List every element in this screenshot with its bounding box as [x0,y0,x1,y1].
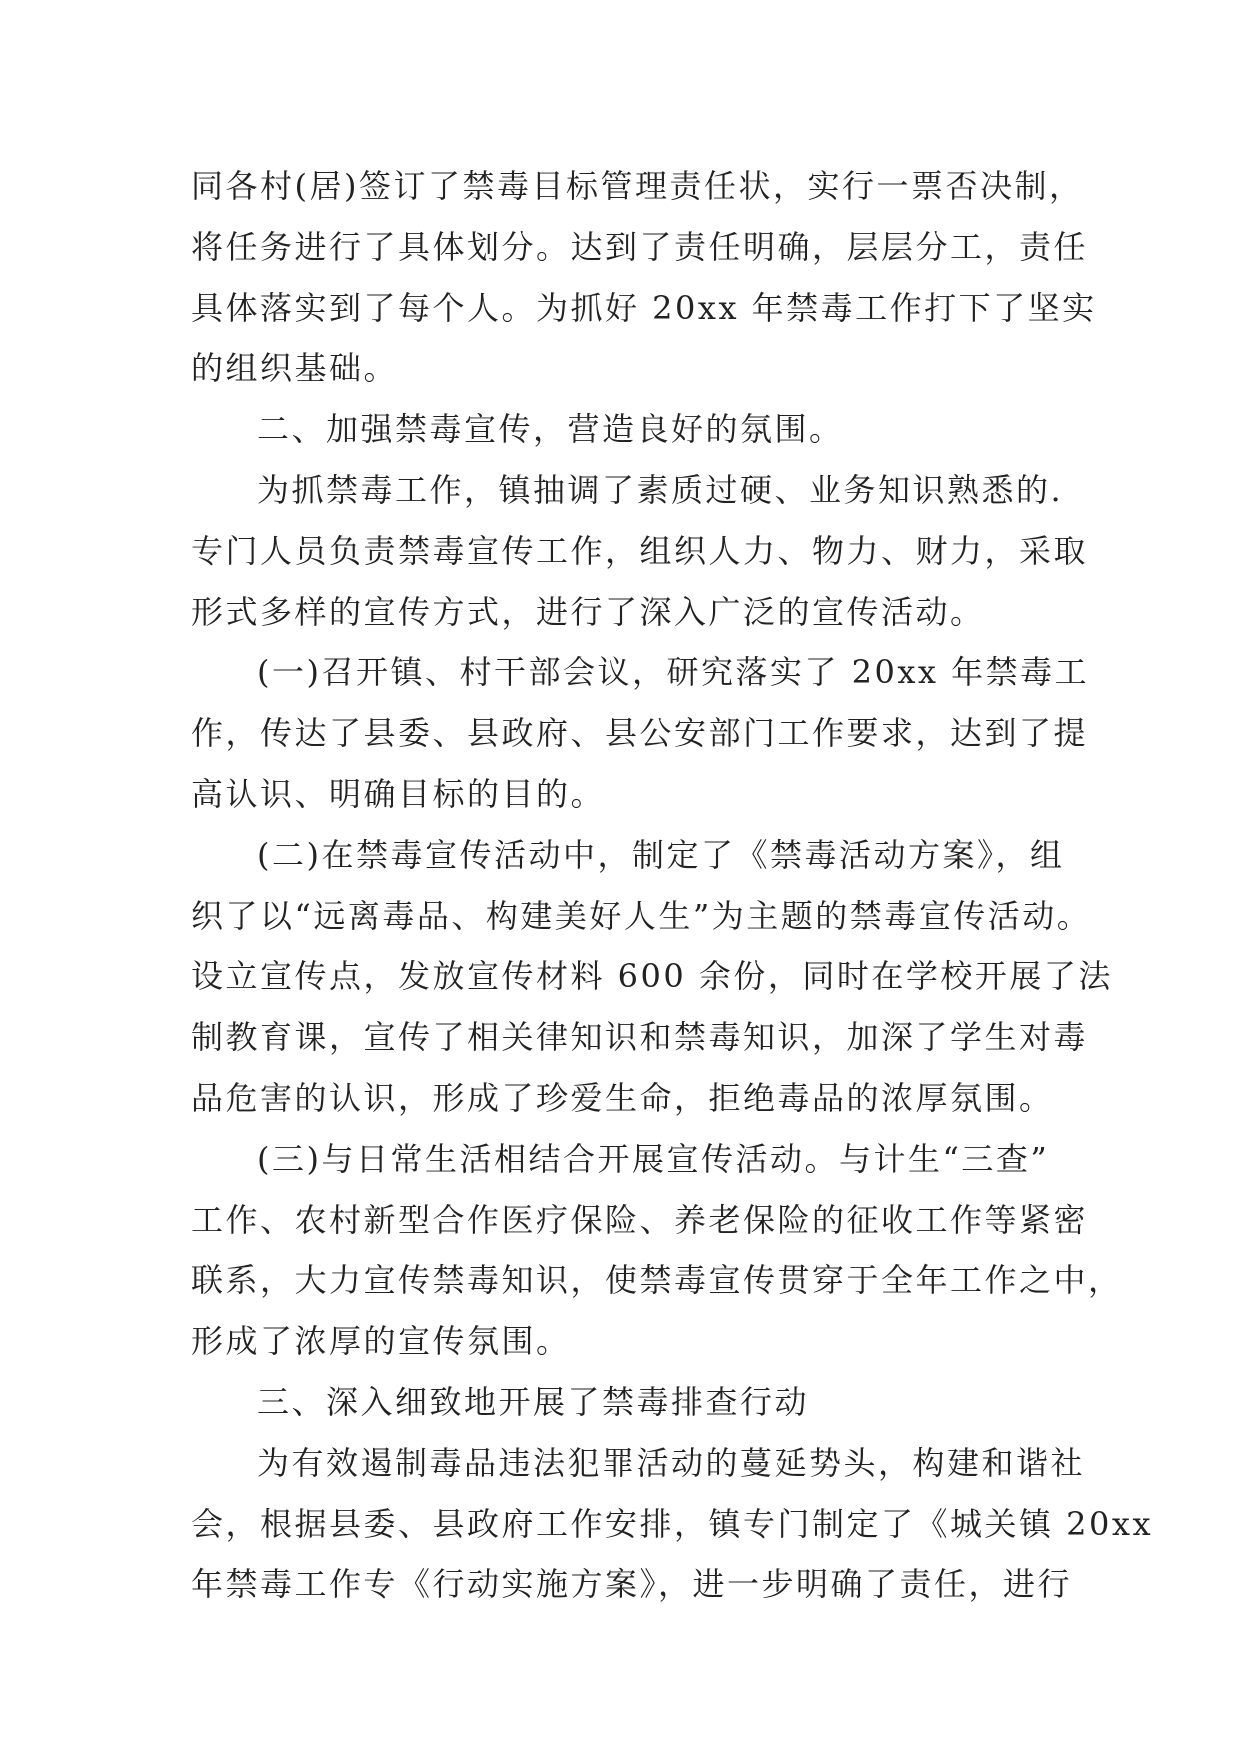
paragraph-line: 工作、农村新型合作医疗保险、养老保险的征收工作等紧密 [191,1200,1089,1239]
paragraph-line: 为抓禁毒工作，镇抽调了素质过硬、业务知识熟悉的. [257,470,1064,509]
paragraph-line: 联系，大力宣传禁毒知识，使禁毒宣传贯穿于全年工作之中， [191,1261,1123,1300]
section-heading-2: 二、加强禁毒宣传，营造良好的氛围。 [257,410,844,449]
paragraph-line: 制教育课，宣传了相关律知识和禁毒知识，加深了学生对毒 [191,1018,1089,1057]
paragraph-line: 品危害的认识，形成了珍爱生命，拒绝毒品的浓厚氛围。 [191,1078,1054,1117]
paragraph-line: 会，根据县委、县政府工作安排，镇专门制定了《城关镇 20xx [191,1504,1153,1543]
paragraph-line: 设立宣传点，发放宣传材料 600 余份，同时在学校开展了法 [191,957,1113,996]
paragraph-line: 将任务进行了具体划分。达到了责任明确，层层分工，责任 [191,227,1089,266]
paragraph-line: 形成了浓厚的宣传氛围。 [191,1322,571,1361]
section-heading-3: 三、深入细致地开展了禁毒排查行动 [257,1382,810,1421]
paragraph-line: 形式多样的宣传方式，进行了深入广泛的宣传活动。 [191,592,985,631]
paragraph-line: 同各村(居)签订了禁毒目标管理责任状，实行一票否决制， [191,167,1084,205]
paragraph-line: 为有效遏制毒品违法犯罪活动的蔓延势头，构建和谐社 [257,1443,1086,1482]
paragraph-line: 年禁毒工作专《行动实施方案》，进一步明确了责任，进行 [191,1565,1073,1604]
paragraph-line: 的组织基础。 [191,349,399,388]
paragraph-line: 织了以“远离毒品、构建美好人生”为主题的禁毒宣传活动。 [191,896,1092,935]
paragraph-line: 作，传达了县委、县政府、县公安部门工作要求，达到了提 [191,714,1089,753]
paragraph-line: (二)在禁毒宣传活动中，制定了《禁毒活动方案》，组 [257,835,1065,874]
paragraph-line: (三)与日常生活相结合开展宣传活动。与计生“三查” [257,1139,1050,1178]
paragraph-line: 高认识、明确目标的目的。 [191,774,606,813]
paragraph-line: (一)召开镇、村干部会议，研究落实了 20xx 年禁毒工 [257,653,1090,692]
paragraph-line: 专门人员负责禁毒宣传工作，组织人力、物力、财力，采取 [191,531,1089,570]
document-body [191,156,1153,1615]
paragraph-line: 具体落实到了每个人。为抓好 20xx 年禁毒工作打下了坚实 [191,288,1097,327]
